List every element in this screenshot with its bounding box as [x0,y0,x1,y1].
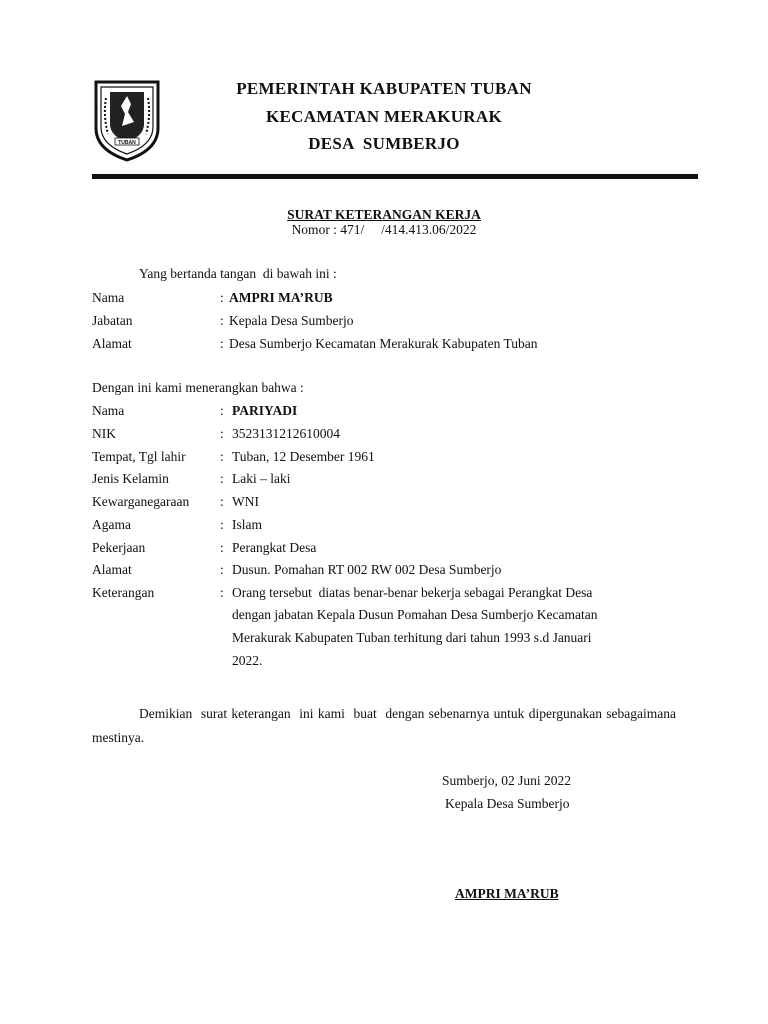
signature-position: Kepala Desa Sumberjo [445,796,570,811]
subject-religion-label: Agama [92,517,131,532]
signatory-name-value: AMPRI MA’RUB [229,290,333,305]
subject-birth-colon: : [220,449,224,464]
subject-citizenship-label: Kewarganegaraan [92,494,190,509]
subject-birth-label: Tempat, Tgl lahir [92,449,186,464]
signatory-position-label: Jabatan [92,313,133,328]
header-village: DESA SUMBERJO [308,134,460,153]
subject-citizenship-value: WNI [232,494,259,509]
subject-name-label: Nama [92,403,125,418]
subject-nik-label: NIK [92,426,116,441]
signatory-address-value: Desa Sumberjo Kecamatan Merakurak Kabupaten Tuban [229,336,538,351]
subject-remarks-line: Merakurak Kabupaten Tuban terhitung dari tahun 1993 s.d Januari [232,630,592,645]
letter-title: SURAT KETERANGAN KERJA [287,207,481,222]
subject-name-colon: : [220,403,224,418]
header-divider [92,174,698,179]
subject-religion-value: Islam [232,517,262,532]
subject-citizenship-colon: : [220,494,224,509]
subject-remarks-colon: : [220,585,224,600]
subject-gender-colon: : [220,471,224,486]
subject-remarks-line: Orang tersebut diatas benar-benar bekerja sebagai Perangkat Desa [232,585,593,600]
subject-address-colon: : [220,562,224,577]
signature-name: AMPRI MA’RUB [455,886,559,901]
header-district: KECAMATAN MERAKURAK [266,107,502,126]
subject-nik-colon: : [220,426,224,441]
subject-birth-value: Tuban, 12 Desember 1961 [232,449,375,464]
signatory-position-colon: : [220,313,224,328]
subject-job-value: Perangkat Desa [232,540,317,555]
subject-address-label: Alamat [92,562,132,577]
subject-nik-value: 3523131212610004 [232,426,340,441]
signature-place-date: Sumberjo, 02 Juni 2022 [442,773,572,788]
subject-name-value: PARIYADI [232,403,298,418]
subject-job-colon: : [220,540,224,555]
subject-intro: Dengan ini kami menerangkan bahwa : [92,380,304,395]
closing-paragraph: Demikian surat keterangan ini kami buat dengan sebenarnya untuk dipergunakan sebagaimana mestinya. [92,706,683,745]
subject-religion-colon: : [220,517,224,532]
logo-text: TUBAN [118,140,136,146]
signatory-name-colon: : [220,290,224,305]
subject-gender-value: Laki – laki [232,471,291,486]
header-government: PEMERINTAH KABUPATEN TUBAN [236,79,532,98]
subject-job-label: Pekerjaan [92,540,146,555]
signatory-position-value: Kepala Desa Sumberjo [229,313,354,328]
subject-remarks-line: dengan jabatan Kepala Dusun Pomahan Desa Sumberjo Kecamatan [232,607,598,622]
subject-address-value: Dusun. Pomahan RT 002 RW 002 Desa Sumberjo [232,562,502,577]
signatory-address-colon: : [220,336,224,351]
subject-gender-label: Jenis Kelamin [92,471,169,486]
letter-number: Nomor : 471/ /414.413.06/2022 [291,222,477,237]
subject-remarks-label: Keterangan [92,585,155,600]
signatory-address-label: Alamat [92,336,132,351]
subject-remarks-line: 2022. [232,653,263,668]
signatory-intro: Yang bertanda tangan di bawah ini : [139,266,337,281]
signatory-name-label: Nama [92,290,125,305]
